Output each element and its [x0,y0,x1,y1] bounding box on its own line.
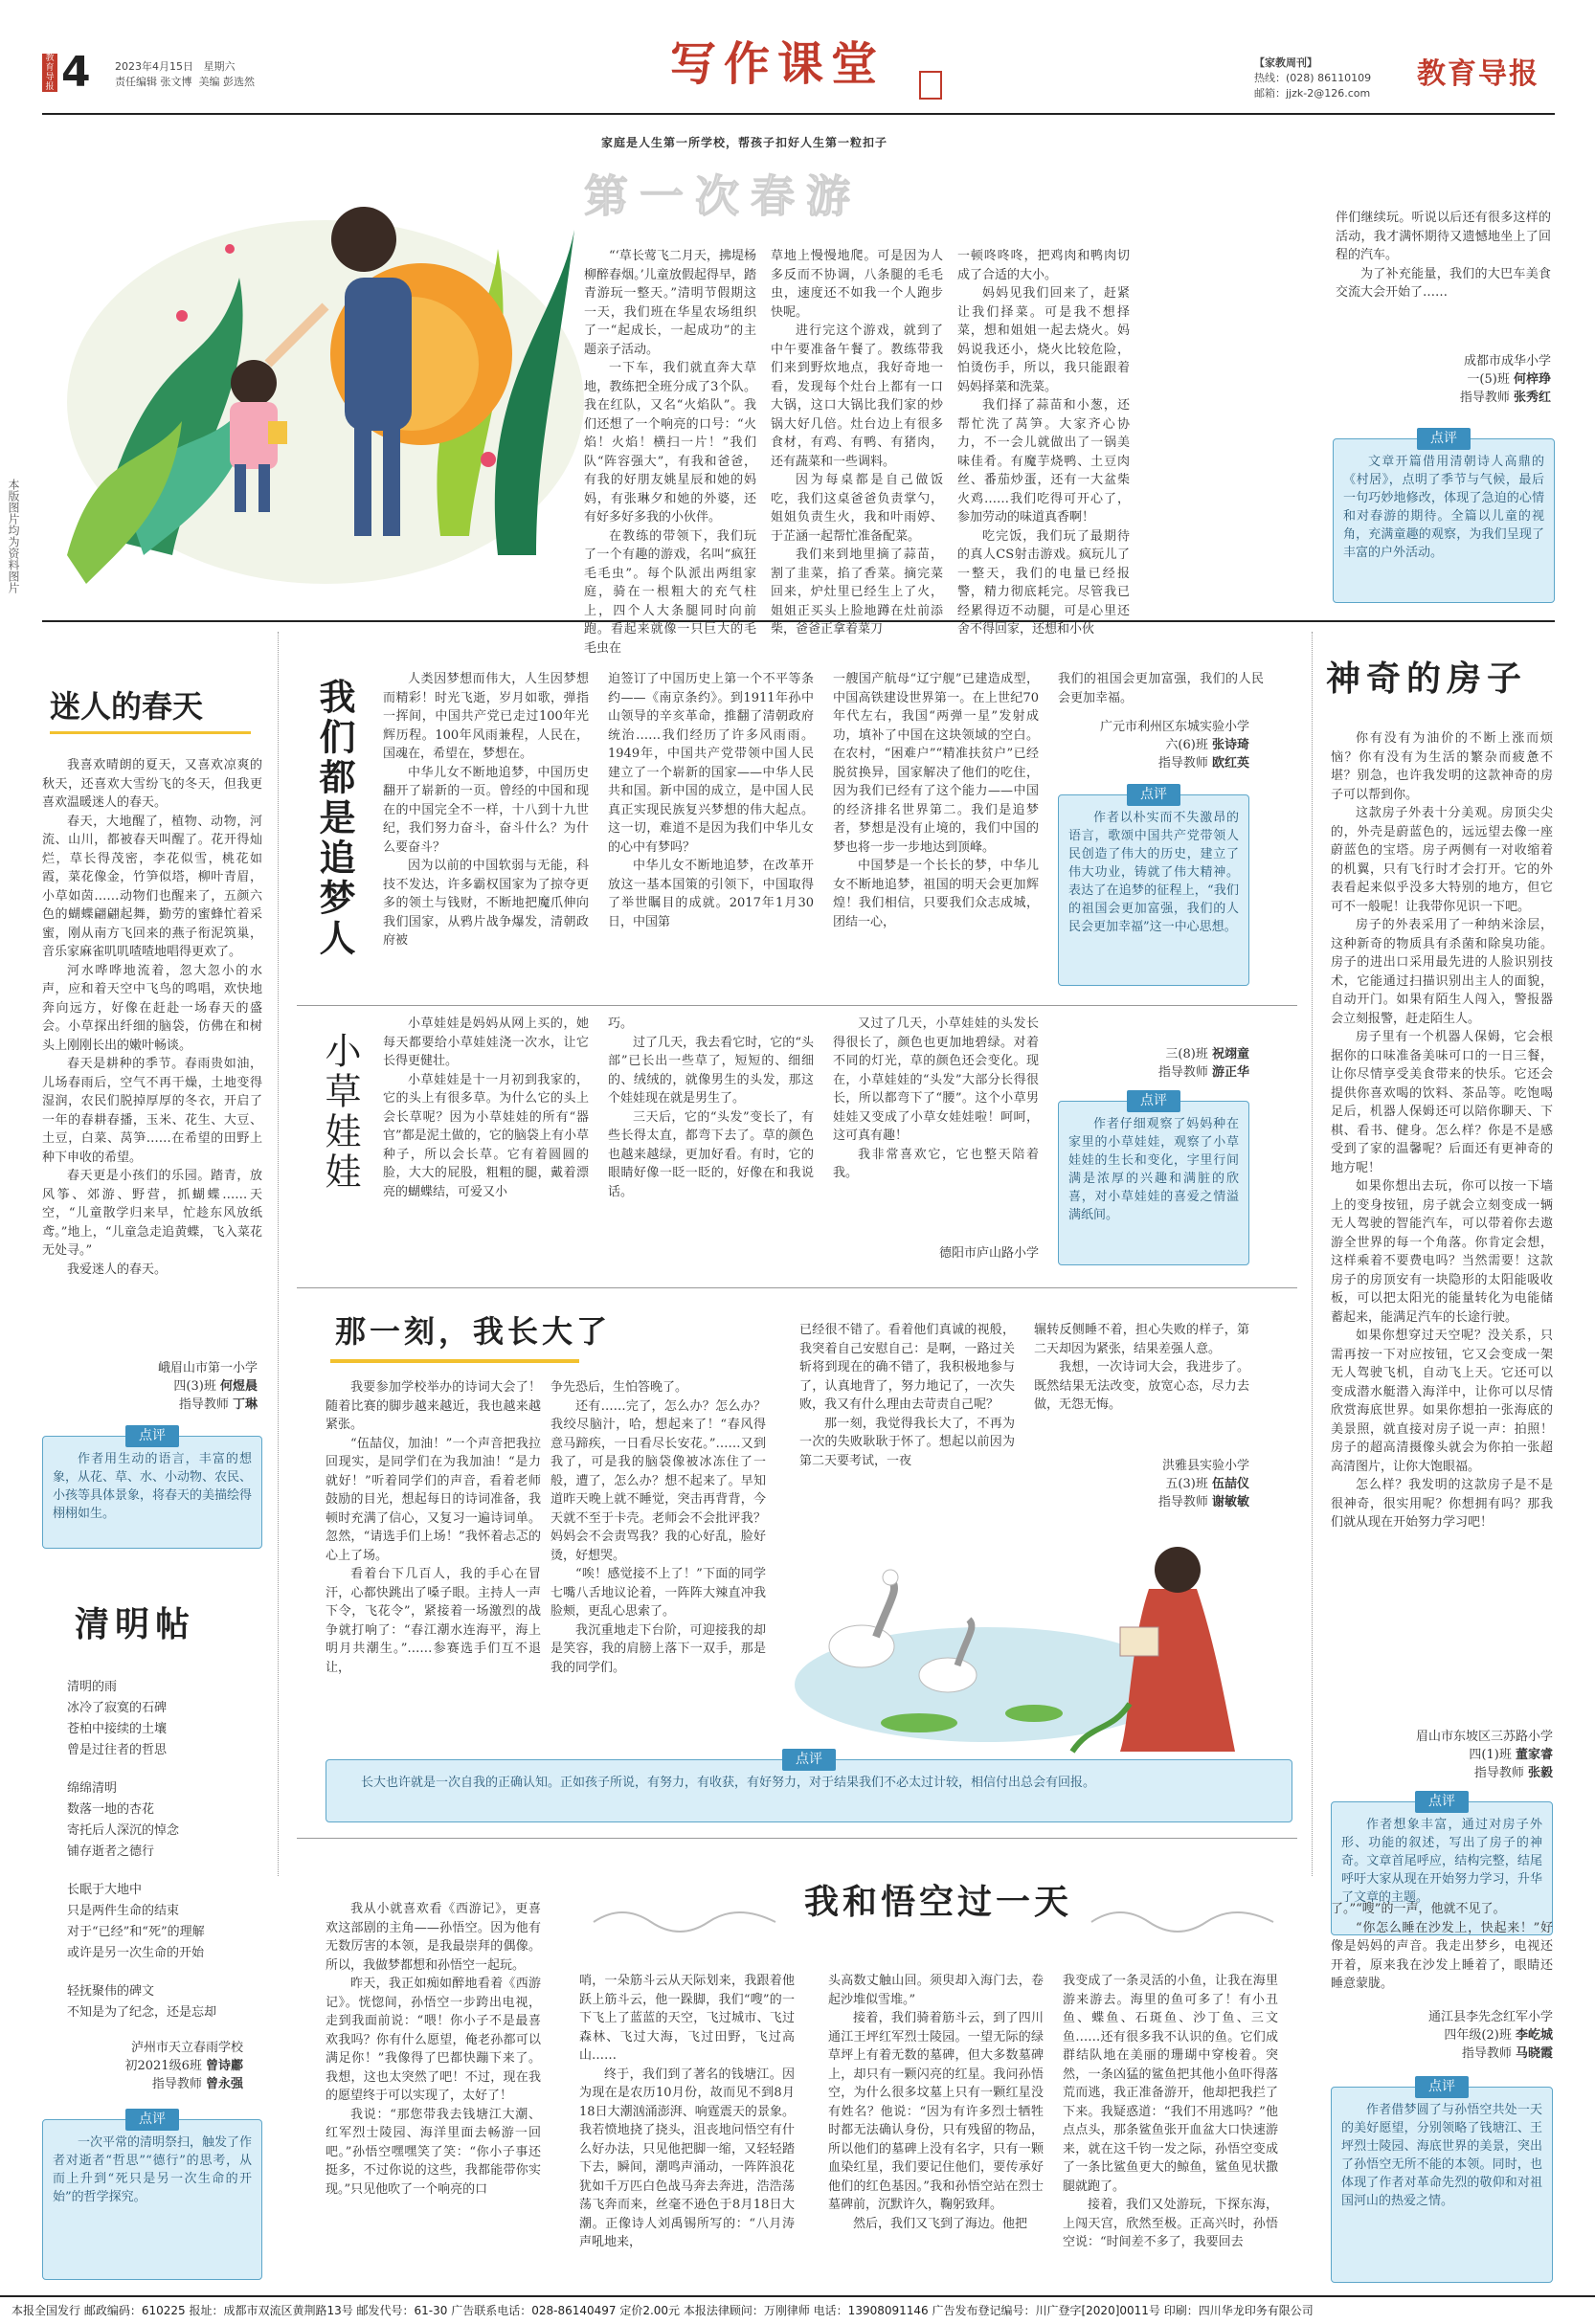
paragraph: 我们来到地里摘了蒜苗，割了韭菜，掐了香菜。摘完菜回来，炉灶里已经生上了火，姐姐正买头上脸地蹲在灶前添柴，爸爸正拿着菜刀 [771,547,943,637]
poem-line: 绵绵清明 [67,1781,118,1796]
email: 邮箱：jjzk-2@126.com [1254,87,1371,100]
weekly-name: 【家教周刊】 [1254,56,1317,69]
author-class: 一(5)班 [1467,372,1510,387]
comment-label: 点评 [1415,2076,1469,2098]
comment-label: 点评 [125,1425,179,1447]
stanza [67,1981,268,2023]
teacher-name: 欧红英 [1211,756,1249,771]
teacher-name: 谢敏敏 [1211,1495,1249,1509]
article4-title: 小草娃娃 [319,1032,361,1193]
article2-body [42,756,262,1350]
paragraph: 我要参加学校举办的诗词大会了！随着比赛的脚步越来越近，我也越来越紧张。 [326,1380,541,1432]
teacher-label: 指导教师 [1157,1495,1208,1509]
stanza [67,1880,268,1964]
article1-comment [1333,431,1555,603]
issue-date: 2023年4月15日 [115,60,193,73]
article6-comment [326,1752,1292,1822]
paragraph: 还有……完了，怎么办？怎么办？我绞尽脑汁，哈，想起来了！“春风得意马蹄疾，一日看尽长安花。”……又到我了，可是我的脑袋像被冰冻住了一般，遭了，怎么办？想不起来了。早知道昨天晚上就不睡觉，突击再背背，今天就不至于卡壳。老师会不会批评我？妈妈会不会责骂我？我的心好乱，脸好烫，好想哭。 [550,1398,766,1563]
article8-comment [1331,2079,1553,2283]
paragraph: 了。”“嗖”的一声，他就不见了。 [1331,1902,1506,1916]
author-school: 广元市利州区东城实验小学 [1099,720,1249,734]
comment-label: 点评 [782,1749,836,1771]
paragraph: 春天更是小孩们的乐园。踏青，放风筝、郊游、野营，抓蝴蝶……天空，“儿童散学归来早，忙趁东风放纸鸢。”地上，“儿童急走追黄蝶，飞入菜花无处寻。” [42,1169,262,1258]
slogan: 家庭是人生第一所学校，帮孩子扣好人生第一粒扣子 [601,136,888,149]
article4-column [833,1015,1039,1235]
paragraph: 妈妈见我们回来了，赶紧让我们择菜。可是我不想择菜，想和姐姐一起去烧火。妈妈说我还小，烧火比较危险，怕烫伤手，所以，我只能跟着妈妈择菜和洗菜。 [957,286,1130,394]
article8-title: 我和悟空过一天 [804,1882,1073,1922]
divider [297,1005,1297,1006]
article7-poem [67,1677,268,2023]
article3-column [383,670,589,1000]
teacher-label: 指导教师 [151,2077,202,2091]
column-divider [278,632,279,1876]
girl-reading-illustration [785,1531,1302,1761]
article4-byline [1058,1045,1249,1082]
article1-column [584,247,756,656]
teacher-name: 张毅 [1527,1766,1553,1780]
paragraph: “‘草长莺飞二月天，拂堤杨柳醉春烟。’儿童放假起得早，踏青游玩一整天。”清明节假期这一天，我们班在华星农场组织了一“起成长，一起成功”的主题亲子活动。 [584,249,756,357]
paragraph: “伍喆仪，加油！”一个声音把我拉回现实，是同学们在为我加油！“是力就好！”听着同学们的声音，看着老师鼓励的目光，想起每日的诗词准备，我顿时充满了信心，又复习一遍诗词单。忽然，“请选手们上场！”我怀着忐忑的心上了场。 [326,1436,541,1563]
article3-comment [1058,787,1249,986]
paragraph: 我们的祖国会更加富强，我们的人民会更加幸福。 [1058,672,1264,705]
paragraph: 我们择了蒜苗和小葱，还帮忙洗了莴笋。大家齐心协力，不一会儿就做出了一锅美味佳肴。有魔芋烧鸭、土豆肉丝、番茄炒蛋，还有一大盆柴火鸡……我们吃得可开心了，参加劳动的味道真香啊！ [957,398,1130,525]
paragraph: 一艘国产航母“辽宁舰”已建造成型，中国高铁建设世界第一。在上世纪70年代左右，我国“两弹一星”发射成功，填补了中国在这块领域的空白。在农村，“困难户”“精准扶贫户”已经脱贫换异，国家解决了他们的吃住，因为我们已经有了这个能力——中国的经济排名世界第二。我们是追梦者，梦想是没有止境的，我们中国的梦也将一步一步地达到顶峰。 [833,672,1039,855]
comment-label: 点评 [125,2109,179,2131]
article6-title: 那一刻，我长大了 [335,1313,612,1350]
article6-column [326,1378,541,1723]
weekday: 星期六 [203,60,236,73]
author-class: 四(3)班 [173,1379,216,1394]
author-school: 洪雅县实验小学 [1161,1459,1249,1473]
newspaper-logo: 教育导报 [1417,57,1539,91]
article5-title: 神奇的房子 [1326,659,1528,699]
paragraph: 又过了几天，小草娃娃的头发长得很长了，颜色也更加地碧绿。对着不同的灯光，草的颜色还会变化。现在，小草娃娃的“头发”大部分长得很长，所以都弯下了“腰”。这个小草男娃娃又变成了小草女娃娃啦！呵呵，这可真有趣！ [833,1017,1039,1143]
author-class: 初2021级6班 [124,2059,202,2073]
article5-byline [1331,1728,1553,1782]
article1-column [1336,209,1551,352]
paragraph: 春天是耕种的季节。春雨贵如油，儿场春雨后，空气不再干燥，土地变得湿润，农民们脱掉厚厚的冬衣，开启了一年的春耕春播，玉米、花生、大豆、土豆，白菜、莴笋……在希望的田野上种下申收的希望。 [42,1057,262,1165]
paragraph: 因为每桌都是自己做饭吃，我们这桌爸爸负责掌勺，姐姐负责生火，我和叶雨婷、于芷涵一起帮忙准备配菜。 [771,473,943,544]
paragraph: 已经很不错了。看着他们真诚的视般，我突着自己安慰自己：是啊，一路过关斩将到现在的确不错了，我积极地参与了，认真地背了，努力地记了，一次失败，我又有什么理由去苛责自己呢？ [799,1323,1015,1412]
paragraph: 那一刻，我觉得我长大了，不再为一次的失败耿耿于怀了。想起以前因为第二天要考试，一夜 [799,1416,1015,1468]
teacher-name: 丁琳 [232,1397,258,1412]
paragraph: 一下车，我们就直奔大草地，教练把全班分成了3个队。我在红队，又名“火焰队”。我们还想了一个响亮的口号：“火焰！火焰！横扫一片！”我们队“阵容强大”，有我和爸爸，有我的好朋友姚星辰和她的妈妈，有张琳夕和她的外婆，还有好多好多我的小伙伴。 [584,361,756,525]
author-name: 张诗琦 [1211,738,1249,752]
divider [297,1287,1297,1288]
paragraph: 房子的外表采用了一种纳米涂层，这种新奇的物质具有杀菌和除臭功能。房子的进出口采用最先进的人脸识别技术，它能通过扫描识别出主人的面貌，自动开门。如果有陌生人闯入，警报器会立刻报警，赶走陌生人。 [1331,918,1553,1026]
paragraph: 如果你想出去玩，你可以按一下墙上的变身按钮，房子就会立刻变成一辆无人驾驶的智能汽车，可以带着你去遨游全世界的每一个角落。你肯定会想，这样乘着不要费电吗？当然需要！这款房子的房顶安有一块隐形的太阳能吸收板，可以把太阳光的能量转化为电能储蓄起来，能满足汽车的长途行驶。 [1331,1179,1553,1325]
cloud-decoration [584,1893,795,1941]
poem-line: 曾是过往者的哲思 [67,1743,168,1757]
title-text: 迷人的春天 [50,688,204,725]
article1-byline [1336,352,1551,407]
article6-column [1034,1321,1249,1455]
article7-title: 清明帖 [75,1604,196,1644]
comment-text: 作者仔细观察了妈妈种在家里的小草娃娃，观察了小草娃娃的生长和变化，字里行间满是浓厚的兴趣和满脏的欣喜，对小草娃娃的喜爱之情溢满纸间。 [1068,1117,1239,1222]
teacher-label: 指导教师 [1473,1766,1524,1780]
author-school: 峨眉山市第一小学 [157,1361,258,1375]
paragraph: 昨天，我正如痴如醉地看着《西游记》。恍惚间，孙悟空一步跨出电视，走到我面前说：“喂！你小子不是最喜欢我吗？你有什么愿望，俺老孙都可以满足你！”我像得了巴都快蹦下来了。我想，这也太突然了吧！不过，现在我的愿望终于可以实现了，太好了！ [326,1977,541,2103]
comment-text: 一次平常的清明祭扫，触发了作者对逝者“哲思”“德行”的思考，从而上升到“死只是另一次生命的开始”的哲学探究。 [53,2135,253,2204]
author-school: 成都市成华小学 [1463,354,1551,369]
teacher-name: 曾永强 [205,2077,243,2091]
poem-line: 长眠于大地中 [67,1883,143,1897]
paragraph: 三天后，它的“头发”变长了，有些长得太直，都弯下去了。草的颜色也越来越绿，更加好看。有时，它的眼睛好像一眨一眨的，好像在和我说话。 [608,1109,814,1199]
paragraph: “你怎么睡在沙发上，快起来！”好像是妈妈的声音。我走出梦乡，电视还开着，原来我在沙发上睡着了，眼睛还睡意蒙胧。 [1331,1920,1553,1991]
comment-text: 文章开篇借用清朝诗人高鼎的《村居》，点明了季节与气候，最后一句巧妙地修改，体现了急迫的心情和对春游的期待。全篇以儿童的视角，充满童趣的观察，为我们呈现了丰富的户外活动。 [1343,455,1544,560]
header-rule [42,113,1555,115]
author-name: 祝翊童 [1211,1047,1249,1061]
column-divider [1312,632,1313,1876]
paragraph: 接着，我们又处游玩，下探东海，上闯天宫，欣然至极。正高兴时，孙悟空说：“时间差不多了，我要回去 [1063,2198,1278,2249]
poem-line: 苍柏中接续的土壤 [67,1722,168,1736]
footer: 本报全国发行 邮政编码：610225 报址：成都市双流区黄荆路13号 邮发代号：61-30 广告联系电话：028-86140497 定价2.00元 本报法律顾问：万刚律师 电话：13908091146 广告发布登记编号：川广登字[2020]0011号 印刷：四川华龙印务有限公司 [0,2295,1595,2324]
article2-byline [42,1359,258,1414]
article3-column [608,670,814,1000]
author-school: 泸州市天立春雨学校 [130,2041,243,2055]
author-school: 眉山市东坡区三苏路小学 [1415,1730,1553,1744]
article8-column [579,1972,795,2283]
paragraph: 这款房子外表十分美观。房顶尖尖的，外壳是蔚蓝色的，远远望去像一座蔚蓝色的宝塔。房子两侧有一对收缩着的机翼，只有飞行时才会打开。它的外表看起来似乎没多大特别的地方，但它可不一般呢！让我带你见识一下吧。 [1331,806,1553,914]
title-underline [330,1359,579,1363]
article6-byline [1034,1457,1249,1511]
comment-text: 作者用生动的语言，丰富的想象，从花、草、水、小动物、农民、小孩等具体景象，将春天的美描绘得栩栩如生。 [53,1452,253,1521]
article5-body [1331,729,1553,1725]
article4-column [383,1015,589,1263]
author-name: 伍喆仪 [1211,1477,1249,1491]
paragraph: 人类因梦想而伟大，人生因梦想而精彩！时光飞逝，岁月如歌，弹指一挥间，中国共产党已走过100年光辉历程。100年风雨兼程，人民在，国魂在，希望在，梦想在。 [383,672,589,761]
author-class: 四(1)班 [1469,1748,1512,1762]
paragraph: 我变成了一条灵活的小鱼，让我在海里游来游去。海里的鱼可多了！有小丑鱼、蝶鱼、石斑鱼、沙丁鱼、三文鱼……还有很多我不认识的鱼。它们成群结队地在美丽的珊瑚中穿梭着。突然，一条凶猛的鲨鱼把其他小鱼吓得落荒而逃，我正准备游开，他却把我拦了下来。我疑惑道：“我们不用逃吗？”他点点头，那条鲨鱼张开血盆大口快速游来，就在这千钧一发之际，孙悟空变成了一条比鲨鱼更大的鲸鱼，鲨鱼见状撒腿就跑了。 [1063,1974,1278,2194]
paragraph: 辗转反侧睡不着，担心失败的样子，第二天却因为紧张，结果差强人意。 [1034,1323,1249,1356]
comment-text: 作者想象丰富，通过对房子外形、功能的叙述，写出了房子的神奇。文章首尾呼应，结构完整，结尾呼吁大家从现在开始努力学习，升华了文章的主题。 [1341,1818,1542,1905]
article3-byline [1058,718,1249,772]
article4-school: 德阳市庐山路小学 [938,1246,1039,1261]
poem-line: 清明的雨 [67,1680,118,1694]
editor: 责任编辑 张文博 [115,76,192,88]
comment-text: 作者借梦圆了与孙悟空共处一天的美好愿望，分别领略了钱塘江、王坪烈士陵园、海底世界的美景，突出了孙悟空无所不能的本领。同时，也体现了作者对革命先烈的敬仰和对祖国河山的热爱之情。 [1341,2103,1542,2208]
poem-line: 只是两件生命的结束 [67,1904,180,1918]
author-class: 三(8)班 [1165,1047,1208,1061]
masthead [0,0,1595,149]
author-name: 曾诗鄘 [205,2059,243,2073]
paragraph: 然后，我们又飞到了海边。他把 [853,2216,1028,2231]
paragraph: 中华儿女不断地追梦，中国历史翻开了崭新的一页。曾经的中国和现在的中国完全不一样，十八到十九世纪，我们努力奋斗，奋斗什么？为什么要奋斗？ [383,765,589,855]
article3-column [1058,670,1264,718]
author-class: 四年级(2)班 [1444,2028,1512,2043]
paragraph: 争先恐后，生怕答晚了。 [550,1380,688,1395]
paragraph: 我从小就喜欢看《西游记》，更喜欢这部剧的主角——孙悟空。因为他有无数厉害的本领，是我最崇拜的偶像。所以，我做梦都想和孙悟空一起玩。 [326,1902,541,1973]
divider [42,620,1555,622]
author-name: 何梓琤 [1513,372,1551,387]
hotline: 热线：(028) 86110109 [1254,72,1372,84]
teacher-name: 张秀红 [1513,391,1551,405]
paragraph: 你有没有为油价的不断上涨而烦恼？你有没有为生活的繁杂而疲惫不堪？别急，也许我发明的这款神奇的房子可以帮到你。 [1331,731,1553,802]
poem-line: 寄托后人深沉的悼念 [67,1823,180,1838]
teacher-name: 马晓霞 [1515,2046,1553,2061]
article4-comment [1058,1093,1249,1265]
article3-title: 我们都是追梦人 [313,678,356,959]
paragraph: 我沉重地走下台阶，可迎接我的却是笑容，我的肩膀上落下一双手，那是我的同学们。 [550,1622,766,1675]
title-underline [50,731,251,734]
poem-line: 数落一地的杏花 [67,1802,155,1817]
paragraph: 因为以前的中国软弱与无能，科技不发达，许多霸权国家为了掠夺更多的领土与钱财，不断地把魔爪伸向我们国家，从鸦片战争爆发，清朝政府被 [383,859,589,948]
paragraph: 接着，我们骑着筋斗云，到了四川通江王坪红军烈士陵园。一望无际的绿草坪上有着无数的墓碑，但大多数墓碑上，却只有一颗闪亮的红星。我问孙悟空，为什么很多坟墓上只有一颗红星没有姓名？他说：“因为有许多烈士牺牲时都无法确认身份，只有残留的物品，所以他们的墓碑上没有名字，只有一颗血染红星，我们要记住他们，要传承好他们的红色基因。”我和孙悟空站在烈士墓碑前，沉默许久，鞠躬致拜。 [828,2011,1044,2212]
poem-line: 铺存逝者之德行 [67,1844,155,1859]
paragraph: “唉！感觉接不上了！”下面的同学七嘴八舌地议论着，一阵阵大辣直冲我脸颊，更乱心思索了。 [550,1567,766,1619]
designer: 美编 彭选然 [198,76,255,88]
article2-title [50,687,203,726]
paragraph: 终于，我们到了著名的钱塘江。因为现在是农历10月份，故而见不到8月18日大潮汹涌澎湃、响霆震天的景象。我若愤地挠了挠头，沮丧地问悟空有什么好办法，只见他把脚一缩，又轻轻踏下去，瞬间，潮鸣声涌动，一阵阵浪花犹如千万匹白色战马奔去奔进，浩浩荡荡飞奔而来，丝毫不逊色于8月18日大潮。正像诗人刘禹锡所写的：“八月涛声吼地来， [579,2067,795,2249]
paragraph: 我非常喜欢它，它也整天陪着我。 [833,1147,1039,1180]
paragraph: 迫签订了中国历史上第一个不平等条约——《南京条约》。到1911年孙中山领导的辛亥革命，推翻了清朝政府统治……我们经历了许多风雨雨。1949年，中国共产党带领中国人民建立了一个崭新的国家——中华人民共和国。新中国的成立，是中国人民真正实现民族复兴梦想的伟大起点。这一切，难道不是因为我们中华儿女的心中有梦吗？ [608,672,814,855]
side-note: 本版图片均为资料图片 [7,479,20,593]
article1-column [771,247,943,637]
paragraph: 头高数丈触山回。须臾却入海门去，卷起沙堆似雪堆。” [828,1974,1044,2007]
paragraph: 伴们继续玩。听说以后还有很多这样的活动，我才满怀期待又遗憾地坐上了回程的汽车。 [1336,211,1551,262]
paragraph: 为了补充能量，我们的大巴车美食交流大会开始了…… [1336,266,1551,300]
paragraph: 我想，一次诗词大会，我进步了。既然结果无法改变，放宽心态，尽力去做，无怨无悔。 [1034,1360,1249,1412]
paragraph: 草地上慢慢地爬。可是因为人多反而不协调，八条腿的毛毛虫，速度还不如我一个人跑步快呢。 [771,249,943,320]
comment-label: 点评 [1127,1090,1180,1112]
paragraph: 在教练的带领下，我们玩了一个有趣的游戏，名叫“疯狂毛毛虫”。每个队派出两组家庭，骑在一根粗大的充气柱上，四个人大条腿同时向前跑。看起来就像一只巨大的毛毛虫在 [584,528,756,656]
paragraph: 小草娃娃是妈妈从网上买的，她每天都要给小草娃娃浇一次水，让它长得更健壮。 [383,1017,589,1068]
section-seal [919,71,942,100]
comment-label: 点评 [1415,1791,1469,1813]
article1-column [957,247,1130,637]
article7-byline [42,2039,243,2093]
author-class: 五(3)班 [1165,1477,1208,1491]
paragraph: 春天，大地醒了，植物、动物，河流、山川，都被春天叫醒了。花开得灿烂，草长得茂密，李花似雪，桃花如霞，菜花像金，竹笋似塔，柳叶青眉，小草如茵……动物们也醒来了，五颜六色的蝴蝶翩翩起舞，勤劳的蜜蜂忙着采蜜，刚从南方飞回来的燕子衔泥筑巢，音乐家麻雀叽叽喳喳地唱得更欢了。 [42,814,262,959]
page-number: 4 [61,48,91,97]
poem-line: 或许是另一次生命的开始 [67,1946,205,1960]
stanza [67,1677,268,1761]
poem-line: 轻抚聚伟的碑文 [67,1984,155,1999]
author-class: 六(6)班 [1165,738,1208,752]
author-name: 何煜晨 [219,1379,258,1394]
poem-line: 对于“已经”和“死”的理解 [67,1925,205,1939]
teacher-label: 指导教师 [1459,391,1510,405]
poem-line: 冰冷了寂寞的石碑 [67,1701,168,1715]
article8-column [326,1900,541,2283]
article7-comment [42,2112,262,2280]
article4-column [608,1015,814,1263]
paragraph: 怎么样？我发明的这款房子是不是很神奇，很实用呢？你想拥有吗？那我们就从现在开始努力学习吧！ [1331,1478,1553,1530]
comment-text: 作者以朴实而不失激昂的语言，歌颂中国共产党带领人民创造了伟大的历史，建立了伟大功业，铸就了伟大精神。表达了在追梦的征程上，“我们的祖国会更加富强，我们的人民会更加幸福”这一中心思想。 [1068,811,1239,934]
teacher-label: 指导教师 [178,1397,229,1412]
section-title: 写作课堂 [670,37,886,91]
paragraph: 我爱迷人的春天。 [67,1262,168,1277]
divider [297,1838,1297,1839]
teacher-label: 指导教师 [1157,756,1208,771]
teacher-label: 指导教师 [1461,2046,1512,2061]
author-school: 通江县李先念红军小学 [1427,2010,1553,2024]
author-name: 董家睿 [1515,1748,1553,1762]
paragraph: 小草娃娃是十一月初到我家的，它的头上有很多草。为什么它的头上会长草呢？因为小草娃娃的所有“器官”都是泥土做的，它的脑袋上有小草种子，所以会长草。它有着圆圆的脸，大大的屁股，粗粗的腿，戴着漂亮的蝴蝶结，可爱又小 [383,1072,589,1199]
paragraph: 我喜欢晴朗的夏天，又喜欢凉爽的秋天，还喜欢大雪纷飞的冬天，但我更喜欢温暖迷人的春天。 [42,758,262,810]
article8-byline [1331,2008,1553,2063]
article2-comment [42,1428,262,1549]
red-tag: 教育导报 [42,54,57,92]
article8-column [1063,1972,1278,2283]
paragraph: 进行完这个游戏，就到了中午要准备午餐了。教练带我们来到野炊地点，我好奇地一看，发现每个灶台上都有一口大锅，这口大锅比我们家的炒锅大好几倍。灶台边上有很多食材，有鸡、有鸭、有猪肉，还有蔬菜和一些调料。 [771,324,943,469]
teacher-name: 游正华 [1211,1065,1249,1080]
paragraph: 房子里有一个机器人保姆，它会根据你的口味准备美味可口的一日三餐，让你尽情享受美食带来的快乐。它还会提供你喜欢喝的饮料、茶品等。吃饱喝足后，机器人保姆还可以陪你聊天、下棋、看书、健身。怎么样？你是不是感受到了家的温馨呢？后面还有更神奇的地方呢！ [1331,1030,1553,1175]
spring-outing-illustration [38,134,584,593]
paragraph: 我说：“那您带我去钱塘江大潮、红军烈士陵园、海洋里面去畅游一回吧。”孙悟空嘿嘿笑了笑：“你小子事还挺多，不过你说的这些，我都能带你实现。”只见他吹了一个响亮的口 [326,2107,541,2197]
comment-label: 点评 [1417,428,1471,450]
paragraph: 过了几天，我去看它时，它的“头部”已长出一些草了，短短的、细细的、绒绒的，就像男生的头发，那这个娃娃现在就是男生了。 [608,1035,814,1106]
article3-column [833,670,1039,1000]
teacher-label: 指导教师 [1157,1065,1208,1080]
article8-column [1331,1900,1553,2005]
comment-text: 长大也许就是一次自我的正确认知。正如孩子所说，有努力，有收获，有好努力，对于结果我们不必太过计较，相信付出总会有回报。 [361,1776,1096,1790]
article1-title: 第一次春游 [584,170,862,222]
stanza [67,1778,268,1863]
comment-label: 点评 [1127,784,1180,806]
paragraph: 看着台下几百人，我的手心在冒汗，心都快跳出了嗓子眼。主持人一声下令，飞花令”，紧接着一场激烈的战争就打响了：“春江潮水连海平，海上明月共潮生。”……参赛选手们互不退让， [326,1567,541,1675]
article6-column [550,1378,766,1723]
poem-line: 不知是为了纪念，还是忘却 [67,2005,217,2020]
cloud-decoration [1082,1893,1292,1941]
paragraph: 哨，一朵筋斗云从天际划来，我跟着他跃上筋斗云，他一跺脚，我们“嗖”的一下飞上了蓝蓝的天空，飞过城市、飞过森林、飞过大海，飞过田野，飞过高山…… [579,1974,795,2063]
paragraph: 巧。 [608,1017,634,1031]
author-name: 李屹城 [1515,2028,1553,2043]
article8-column [828,1972,1044,2283]
paragraph: 河水哗哗地流着，忽大忽小的水声，应和着天空中飞鸟的鸣唱，欢快地奔向远方，好像在赶赴一场春天的盛会。小草探出纤细的脑袋，仿佛在和树头上刚刚长出的嫩叶畅谈。 [42,963,262,1053]
paragraph: 中华儿女不断地追梦，在改革开放这一基本国策的引领下，中国取得了举世瞩目的成就。2017年1月30日，中国第 [608,859,814,929]
paragraph: 吃完饭，我们玩了最期待的真人CS射击游戏。疯玩儿了一整天，我们的电量已经报警，精力彻底耗完。尽管我已经累得迈不动腿，可是心里还舍不得回家，还想和小伙 [957,528,1130,637]
paragraph: 如果你想穿过天空呢？没关系，只需再按一下对应按钮，它又会变成一架无人驾驶飞机，自动飞上天。它还可以变成潜水艇潜入海洋中，让你可以尽情欣赏海底世界。如果你想拍一张海底的美景照，就直接对房子说一声：拍照！房子的超高清摄像头就会为你拍一张超高清图片，让你大饱眼福。 [1331,1329,1553,1474]
paragraph: 中国梦是一个长长的梦，中华儿女不断地追梦，祖国的明天会更加辉煌！我们相信，只要我们众志成城，团结一心， [833,859,1039,929]
paragraph: 一顿咚咚咚，把鸡肉和鸭肉切成了合适的大小。 [957,249,1130,282]
